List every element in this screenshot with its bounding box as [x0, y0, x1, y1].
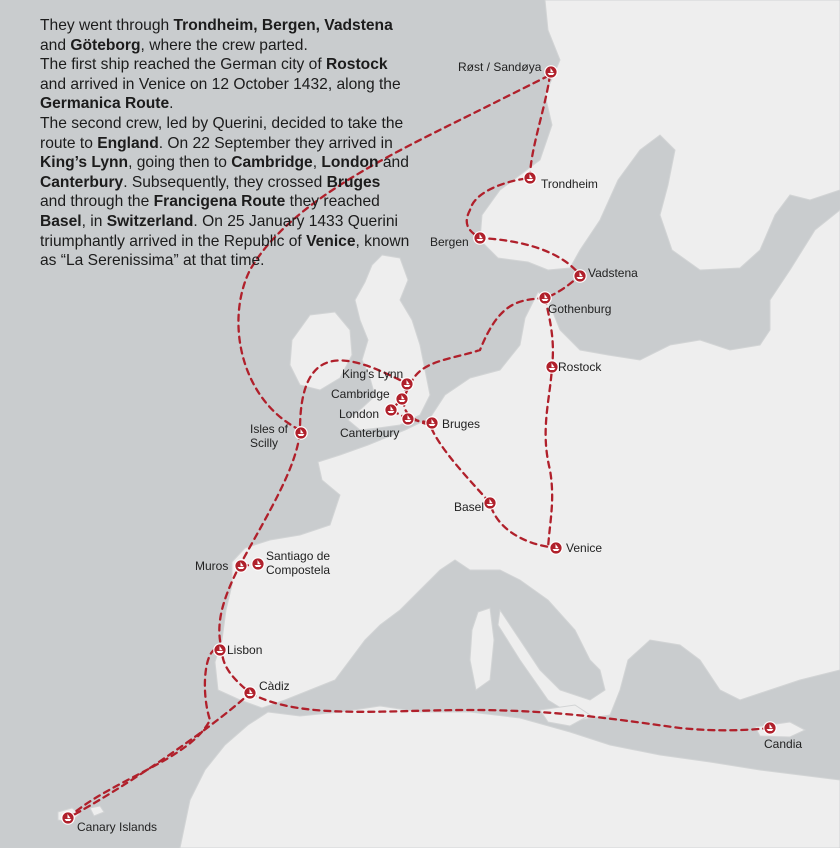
- narrative-paragraph: [40, 114, 410, 271]
- narrative-run: The first ship reached the German city of: [40, 56, 327, 74]
- place-label: Bergen: [430, 235, 469, 249]
- place-label: Rostock: [558, 360, 602, 374]
- narrative-highlight: England: [97, 134, 159, 152]
- narrative-highlight: London: [321, 154, 379, 172]
- narrative-highlight: Germanica Route: [40, 95, 170, 113]
- narrative-highlight: Vadstena: [324, 17, 393, 34]
- narrative-run: and: [40, 36, 71, 54]
- narrative-highlight: Bruges: [326, 173, 381, 191]
- narrative-highlight: Göteborg: [70, 36, 141, 54]
- place-label: Canary Islands: [77, 820, 158, 834]
- narrative-highlight: Venice: [306, 232, 356, 250]
- place-label: Venice: [566, 541, 603, 555]
- ship-icon: [546, 361, 558, 373]
- place-label: Santiago de: [266, 549, 331, 563]
- ship-icon: [484, 497, 496, 509]
- ship-icon: [474, 232, 486, 244]
- narrative-highlight: King’s Lynn: [40, 154, 129, 172]
- place-label: Càdiz: [259, 679, 290, 693]
- place-label: Candia: [764, 737, 803, 751]
- narrative-run: and through the: [40, 193, 154, 211]
- narrative-run: , where the crew parted.: [140, 36, 308, 54]
- narrative-highlight: Switzerland: [106, 212, 194, 230]
- ship-icon: [545, 66, 557, 78]
- ship-icon: [764, 722, 776, 734]
- narrative-highlight: Basel: [40, 212, 82, 230]
- narrative-run: . On 22 September they arrived in: [158, 134, 393, 152]
- narrative-run: . On 25 January 1433 Querini triumphantly arrived in the Republic of: [40, 212, 398, 250]
- narrative-text: [40, 16, 410, 271]
- place-label: London: [339, 407, 380, 421]
- place-label: Basel: [454, 500, 485, 514]
- narrative-run: , going then to: [128, 154, 232, 172]
- narrative-run: They went through: [40, 17, 174, 34]
- place-muros: [195, 559, 247, 573]
- narrative-run: .: [169, 95, 174, 113]
- narrative-highlight: Rostock: [326, 56, 388, 74]
- narrative-run: The second crew, led by Querini, decided to take the route to: [40, 114, 404, 152]
- ship-icon: [402, 413, 414, 425]
- narrative-run: , in: [81, 212, 107, 230]
- place-venice: [550, 541, 603, 555]
- place-rostock: [546, 360, 603, 374]
- ship-icon: [214, 644, 226, 656]
- place-label: Cambridge: [331, 387, 390, 401]
- place-label: Compostela: [266, 563, 331, 577]
- place-bruges: [426, 417, 480, 431]
- narrative-run: and arrived in Venice on 12 October 1432, along the: [40, 75, 401, 93]
- ship-icon: [426, 417, 438, 429]
- place-label: Scilly: [250, 436, 279, 450]
- place-label: Røst / Sandøya: [458, 60, 542, 74]
- place-label: Bruges: [442, 417, 481, 431]
- narrative-highlight: Francigena Route: [153, 193, 286, 211]
- place-lisbon: [214, 643, 263, 657]
- ship-icon: [252, 558, 264, 570]
- narrative-paragraph: [40, 55, 410, 114]
- ship-icon: [524, 172, 536, 184]
- place-label: Vadstena: [588, 266, 638, 280]
- ship-icon: [574, 270, 586, 282]
- place-label: Lisbon: [227, 643, 263, 657]
- ship-icon: [62, 812, 74, 824]
- ship-icon: [385, 404, 397, 416]
- ship-icon: [235, 560, 247, 572]
- narrative-highlight: Cambridge: [231, 154, 313, 172]
- narrative-run: ,: [312, 154, 322, 172]
- ship-icon: [550, 542, 562, 554]
- place-label: Isles of: [250, 422, 289, 436]
- ship-icon: [295, 427, 307, 439]
- narrative-run: , known as “La Serenissima” at that time.: [40, 232, 410, 270]
- place-label: King's Lynn: [342, 367, 404, 381]
- place-label: Canterbury: [340, 426, 400, 440]
- narrative-paragraph: [40, 16, 410, 55]
- ship-icon: [396, 393, 408, 405]
- ship-icon: [244, 687, 256, 699]
- narrative-run: they reached: [285, 193, 380, 211]
- narrative-run: . Subsequently, they crossed: [123, 173, 327, 191]
- narrative-run: and: [378, 154, 409, 172]
- narrative-highlight: Canterbury: [40, 173, 124, 191]
- narrative-highlight: Trondheim, Bergen,: [173, 17, 320, 34]
- place-label: Trondheim: [541, 177, 598, 191]
- place-label: Muros: [195, 559, 229, 573]
- place-label: Gothenburg: [548, 302, 612, 316]
